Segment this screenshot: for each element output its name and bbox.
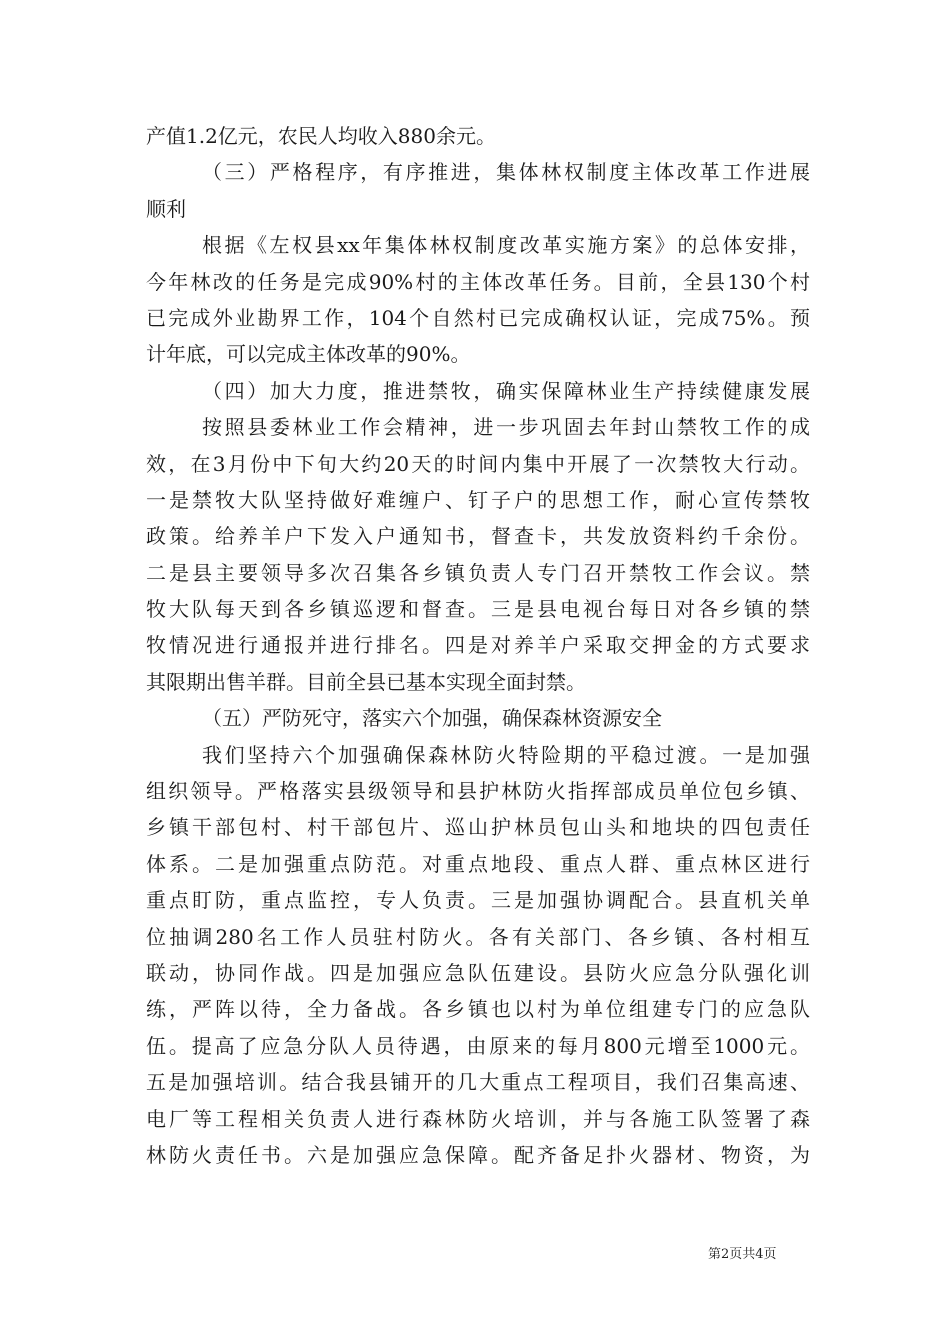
text-line: 今年林改的任务是完成90%村的主体改革任务。目前，全县130个村: [146, 269, 810, 294]
text-line: 五是加强培训。结合我县铺开的几大重点工程项目，我们召集高速、: [146, 1070, 810, 1095]
text-line: 已完成外业勘界工作，104个自然村已完成确权认证，完成75%。预: [146, 305, 810, 330]
text-line: 其限期出售羊群。目前全县已基本实现全面封禁。: [146, 669, 586, 694]
text-line: 林防火责任书。六是加强应急保障。配齐备足扑火器材、物资，为: [146, 1142, 810, 1167]
document-body: [146, 118, 810, 1173]
text-line: 牧情况进行通报并进行排名。四是对养羊户采取交押金的方式要求: [146, 633, 810, 658]
text-line: 组织领导。严格落实县级领导和县护林防火指挥部成员单位包乡镇、: [146, 779, 810, 804]
text-line: 按照县委林业工作会精神，进一步巩固去年封山禁牧工作的成: [202, 415, 810, 440]
text-line: 我们坚持六个加强确保森林防火特险期的平稳过渡。一是加强: [202, 742, 810, 767]
text-line: 计年底，可以完成主体改革的90%。: [146, 342, 471, 367]
page-number: 第2页共4页: [708, 1247, 777, 1262]
text-line: （四）加大力度，推进禁牧，确实保障林业生产持续健康发展: [202, 378, 810, 403]
text-line: 乡镇干部包村、村干部包片、巡山护林员包山头和地块的四包责任: [146, 815, 810, 840]
text-line: 顺利: [146, 196, 186, 221]
text-line: （三）严格程序，有序推进，集体林权制度主体改革工作进展: [202, 160, 810, 185]
text-line: 位抽调280名工作人员驻村防火。各有关部门、各乡镇、各村相互: [146, 924, 810, 949]
text-line: 一是禁牧大队坚持做好难缠户、钉子户的思想工作，耐心宣传禁牧: [146, 487, 810, 512]
text-line: 电厂等工程相关负责人进行森林防火培训，并与各施工队签署了森: [146, 1106, 810, 1131]
text-line: 重点盯防，重点监控，专人负责。三是加强协调配合。县直机关单: [146, 888, 810, 913]
text-line: 政策。给养羊户下发入户通知书，督查卡，共发放资料约千余份。: [146, 524, 810, 549]
text-line: 体系。二是加强重点防范。对重点地段、重点人群、重点林区进行: [146, 851, 810, 876]
text-line: 根据《左权县xx年集体林权制度改革实施方案》的总体安排，: [202, 233, 810, 258]
text-line: 效，在3月份中下旬大约20天的时间内集中开展了一次禁牧大行动。: [146, 451, 810, 476]
text-line: （五）严防死守，落实六个加强，确保森林资源安全: [202, 706, 662, 731]
text-line: 产值1.2亿元，农民人均收入880余元。: [146, 124, 496, 148]
text-line: 练，严阵以待，全力备战。各乡镇也以村为单位组建专门的应急队: [146, 997, 810, 1022]
text-line: 牧大队每天到各乡镇巡逻和督查。三是县电视台每日对各乡镇的禁: [146, 597, 810, 622]
text-line: 二是县主要领导多次召集各乡镇负责人专门召开禁牧工作会议。禁: [146, 560, 810, 585]
text-line: 伍。提高了应急分队人员待遇，由原来的每月800元增至1000元。: [146, 1033, 810, 1058]
text-line: 联动，协同作战。四是加强应急队伍建设。县防火应急分队强化训: [146, 960, 810, 985]
